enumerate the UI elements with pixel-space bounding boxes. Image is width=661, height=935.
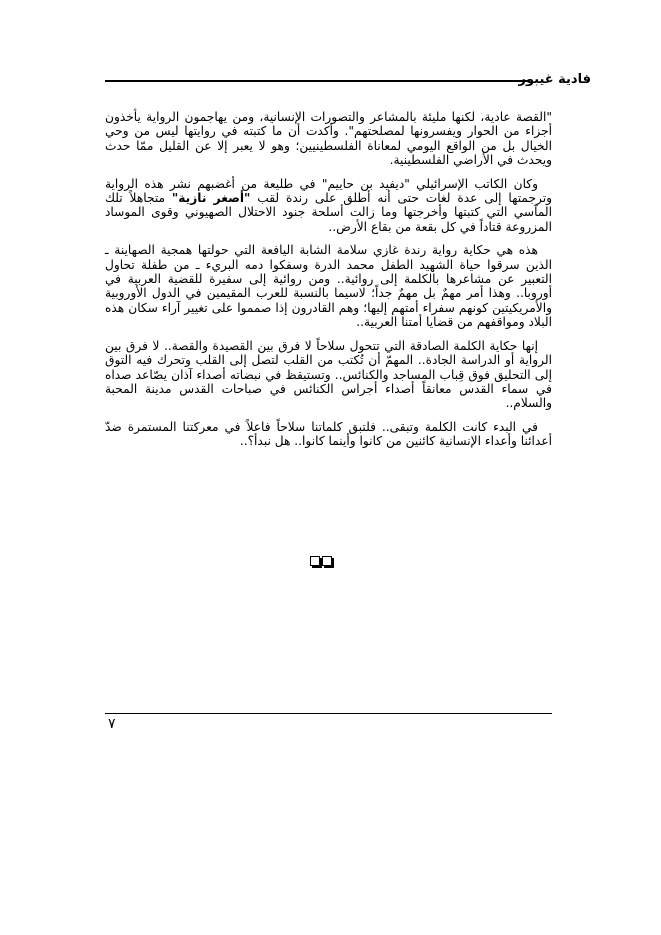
square-ornament-icon: [310, 556, 320, 566]
paragraph-2-part-1: وكان الكاتب الإسرائيلي "ديفيد بن حاييم" في طليعة من أغضبهم نشر هذه الرواية وترجمتها إلى عدة لغات حتى أنه أطلق على رندة لقب: [105, 176, 552, 206]
body-text: [105, 110, 552, 458]
running-header-author: فادية غيبور: [518, 72, 591, 87]
section-end-marks: [310, 556, 332, 566]
paragraph-2-bold-phrase: "أصغر نازية": [171, 191, 251, 206]
header-rule: [105, 80, 530, 82]
paragraph-5: في البدء كانت الكلمة وتبقى.. فلتبق كلماتنا سلاحاً فاعلاً في معركتنا المستمرة ضدّ أعدائنا وأعداء الإنسانية كائنين من كانوا وأينما كانوا.. هل نبدأ؟..: [105, 419, 552, 449]
paragraph-2-part-2: متجاهلاً تلك المآسي التي كتبتها وأخرجتها وما زالت أسلحة جنود الاحتلال الصهيوني وقوى الموساد المزروعة قتاداً في كل بقعة من بقاع الأرض..: [105, 191, 552, 234]
paragraph-4: إنها حكاية الكلمة الصادقة التي تتحول سلاحاً لا فرق بين القصيدة والقصة.. لا فرق بين الرواية أو الدراسة الجادة.. المهمّ أن تُكتب من القلب لتصل إلى القلب وتحرك فيه التوق إلى التحليق فوق قِباب المساجد والكنائس.. وتستيقظ في نبضاته أصداء آذان يصّاعد صداه في سماء القدس معانقاً أصداء أجراس الكنائس في صباحات القدس مدينة المحبة والسلام..: [105, 338, 552, 411]
paragraph-3: هذه هي حكاية رواية رندة غازي سلامة الشابة اليافعة التي حولتها همجية الصهاينة ـ الذين سرقوا حياة الشهيد الطفل محمد الدرة وسفكوا دمه البريء ـ من طفلة تحاول التعبير عن مشاعرها بالكلمة إلى روائية.. ومن روائية إلى سفيرة للقضية العربية في أوروبا.. وهذا أمر مهمٌ بل مهمٌ جداً؛ لاسيما بالنسبة للعرب المقيمين في الدول الأوروبية والأمريكيتين كونهم سفراء أمتهم إليها؛ وهم القادرون إذا صمموا على تغيير آراء سكان هذه البلاد ومواقفهم من قضايا أمتنا العربية..: [105, 243, 552, 330]
paragraph-1: "القصة عادية، لكنها مليئة بالمشاعر والتصورات الإنسانية، ومن يهاجمون الرواية يأخذون أجزاء من الحوار ويفسرونها لمصلحتهم". وأكدت أن ما كتبته في روايتها ليس من وحي الخيال بل من الواقع اليومي لمعاناة الفلسطينيين؛ وهو لا يعبر إلا عن القليل ممّا حدث ويحدث في الأراضي الفلسطينية.: [105, 110, 552, 168]
page-number: ٧: [108, 716, 116, 732]
paragraph-2: [105, 177, 552, 235]
footer-rule: [105, 713, 552, 714]
square-ornament-icon: [322, 556, 332, 566]
